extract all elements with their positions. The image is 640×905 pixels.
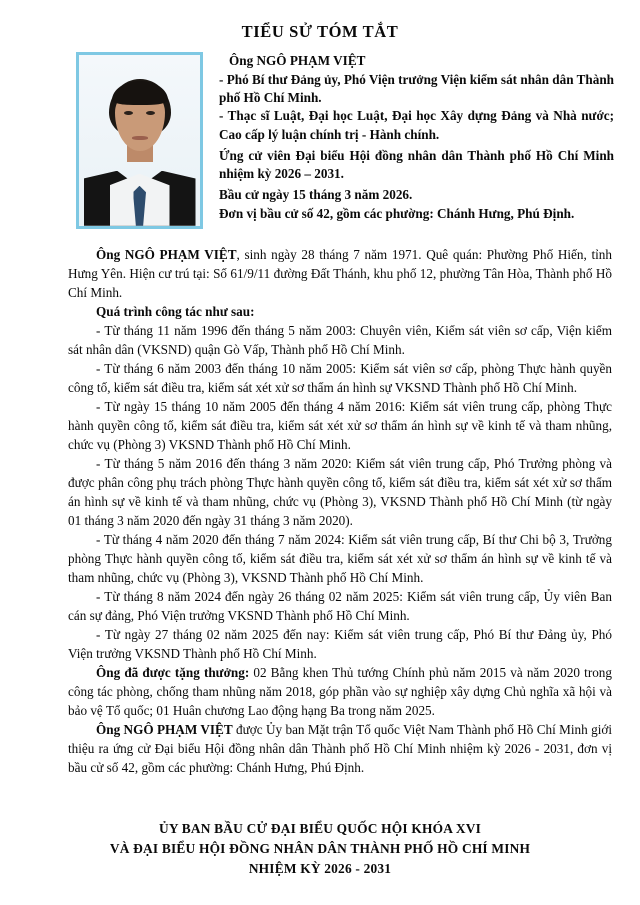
biography-body: [0, 229, 640, 777]
header-block: [0, 52, 640, 229]
candidate-name: Ông NGÔ PHẠM VIỆT: [229, 52, 366, 68]
intro-name: Ông NGÔ PHẠM VIỆT: [96, 246, 237, 262]
closing-name: Ông NGÔ PHẠM VIỆT: [96, 721, 233, 737]
candidate-candidacy: Ứng cử viên Đại biểu Hội đồng nhân dân Thành phố Hồ Chí Minh nhiệm kỳ 2026 – 2031.: [219, 147, 614, 182]
career-item: - Từ tháng 11 năm 1996 đến tháng 5 năm 2003: Chuyên viên, Kiểm sát viên sơ cấp, Viện kiểm sát nhân dân (VKSND) quận Gò Vấp, Thành phố Hồ Chí Minh.: [68, 322, 612, 357]
election-district: Đơn vị bầu cử số 42, gồm các phường: Chánh Hưng, Phú Định.: [219, 205, 575, 221]
portrait-mouth: [132, 136, 148, 140]
intro-rest: , sinh ngày 28 tháng 7 năm 1971. Quê quán: Phường Phố Hiến, tỉnh Hưng Yên. Hiện cư trú tại: Số 61/9/11 đường Đất Thánh, khu phố 12, phường Tân Hòa, Thành phố Hồ Chí Minh.: [68, 246, 612, 300]
closing-paragraph: [68, 720, 612, 777]
candidate-education: - Thạc sĩ Luật, Đại học Luật, Đại học Xây dựng Đảng và Nhà nước; Cao cấp lý luận chính trị - Hành chính.: [219, 108, 614, 142]
awards-text: 02 Bằng khen Thủ tướng Chính phủ năm 2015 và năm 2020 trong công tác phòng, chống tham nhũng năm 2018, góp phần vào sự nghiệp xây dựng Chủ nghĩa xã hội và bảo vệ Tổ quốc; 01 Huân chương Lao động hạng Ba trong năm 2025.: [68, 664, 612, 718]
career-heading: [68, 302, 612, 321]
election-date: Bầu cử ngày 15 tháng 3 năm 2026.: [219, 187, 413, 203]
footer-line-3: NHIỆM KỲ 2026 - 2031: [248, 860, 392, 876]
footer-line-1: ỦY BAN BẦU CỬ ĐẠI BIỂU QUỐC HỘI KHÓA XVI: [158, 820, 482, 836]
candidate-portrait-photo: [76, 52, 203, 229]
career-item: - Từ tháng 6 năm 2003 đến tháng 10 năm 2005: Kiểm sát viên sơ cấp, phòng Thực hành quyền công tố, kiểm sát điều tra, kiểm sát xét xử sơ thẩm án hình sự VKSND Thành phố Hồ Chí Minh.: [68, 360, 612, 395]
candidate-summary: [219, 52, 614, 223]
career-item: - Từ ngày 27 tháng 02 năm 2025 đến nay: Kiểm sát viên trung cấp, Phó Bí thư Đảng ủy, Phó Viện trưởng VKSND Thành phố Hồ Chí Minh.: [68, 626, 612, 661]
footer-authority: [0, 819, 640, 879]
career-item: - Từ ngày 15 tháng 10 năm 2005 đến tháng 4 năm 2016: Kiểm sát viên trung cấp, phòng Thực hành quyền công tố, kiểm sát điều tra, kiểm sát xét xử sơ thẩm án hình sự về kinh tế và tham nhũng, chức vụ (Phòng 3) VKSND Thành phố Hồ Chí Minh.: [68, 398, 612, 452]
portrait-image: [79, 55, 200, 226]
career-heading-text: Quá trình công tác như sau:: [96, 303, 255, 319]
page-title: TIỂU SỬ TÓM TẮT: [241, 22, 399, 41]
candidate-position: - Phó Bí thư Đảng ủy, Phó Viện trưởng Viện kiểm sát nhân dân Thành phố Hồ Chí Minh.: [219, 72, 614, 106]
closing-rest: được Ủy ban Mặt trận Tổ quốc Việt Nam Thành phố Hồ Chí Minh giới thiệu ra ứng cử Đại biểu Hội đồng nhân dân Thành phố Hồ Chí Minh nhiệm kỳ 2026 - 2031, đơn vị bầu cử số 42, gồm các phường: Chánh Hưng, Phú Định.: [68, 721, 612, 775]
career-item: - Từ tháng 5 năm 2016 đến tháng 3 năm 2020: Kiểm sát viên trung cấp, Phó Trưởng phòng và được phân công phụ trách phòng Thực hành quyền công tố, kiểm sát điều tra, kiểm sát xét xử sơ thẩm án hình sự về kinh tế và tham nhũng, chức vụ (Phòng 3), VKSND Thành phố Hồ Chí Minh (từ ngày 01 tháng 3 năm 2020 đến ngày 31 tháng 3 năm 2020).: [68, 455, 612, 528]
footer-line-2: VÀ ĐẠI BIỂU HỘI ĐỒNG NHÂN DÂN THÀNH PHỐ HỒ CHÍ MINH: [109, 840, 531, 856]
intro-paragraph: [68, 245, 612, 302]
career-item: - Từ tháng 8 năm 2024 đến ngày 26 tháng 02 năm 2025: Kiểm sát viên trung cấp, Ủy viên Ban cán sự đảng, Phó Viện trưởng VKSND Thành phố Hồ Chí Minh.: [68, 588, 612, 623]
awards-paragraph: [68, 663, 612, 720]
career-item: - Từ tháng 4 năm 2020 đến tháng 7 năm 2024: Kiểm sát viên trung cấp, Bí thư Chi bộ 3, Trưởng phòng Thực hành quyền công tố, kiểm sát điều tra, kiểm sát xét xử sơ thẩm án hình sự về kinh tế và tham nhũng, chức vụ (Phòng 3), VKSND Thành phố Hồ Chí Minh.: [68, 531, 612, 585]
awards-heading: Ông đã được tặng thưởng:: [96, 664, 250, 680]
